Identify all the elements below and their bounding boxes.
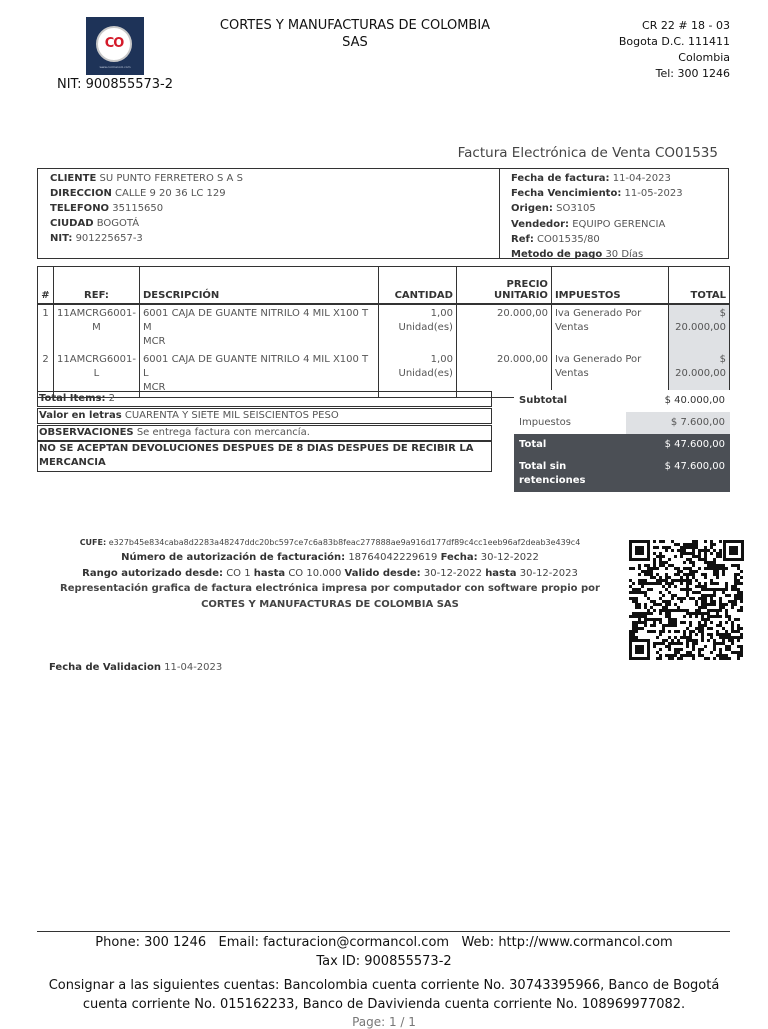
devoluciones-notice: NO SE ACEPTAN DEVOLUCIONES DESPUES DE 8 DIAS DESPUES DE RECIBIR LA MERCANCIA bbox=[37, 441, 492, 472]
total-items-label: Total Items: bbox=[39, 393, 106, 404]
address-line2: Bogota D.C. 111411 bbox=[618, 35, 730, 48]
items-table bbox=[37, 266, 730, 398]
row-impuestos: Iva Generado Por Ventas bbox=[551, 304, 668, 351]
col-num: # bbox=[38, 267, 54, 305]
fecha-validacion bbox=[49, 662, 222, 673]
row-precio: 20.000,00 bbox=[456, 351, 551, 398]
address-line3: Colombia bbox=[678, 51, 730, 64]
valor-letras-value: CUARENTA Y SIETE MIL SEISCIENTOS PESO bbox=[124, 410, 339, 421]
fecha-label: Fecha de factura: bbox=[511, 173, 610, 184]
client-info-box bbox=[37, 168, 729, 259]
col-impuestos: IMPUESTOS bbox=[551, 267, 668, 305]
ciudad-value: BOGOTÁ bbox=[96, 218, 140, 229]
direccion-label: DIRECCION bbox=[50, 188, 112, 199]
observaciones-label: OBSERVACIONES bbox=[39, 427, 134, 438]
table-row bbox=[38, 304, 730, 351]
rango-line: Rango autorizado desde: CO 1 hasta CO 10.000 Valido desde: 30-12-2022 hasta 30-12-2023 bbox=[82, 567, 578, 579]
company-name bbox=[200, 17, 510, 51]
company-name-line1: CORTES Y MANUFACTURAS DE COLOMBIA bbox=[219, 18, 491, 33]
impuestos-label: Impuestos bbox=[519, 417, 571, 428]
total-sin-retenciones-label: Total sin retenciones bbox=[514, 456, 626, 492]
row-desc: 6001 CAJA DE GUANTE NITRILO 4 MIL X100 T M MCR bbox=[139, 304, 378, 351]
invoice-details bbox=[499, 169, 730, 261]
row-impuestos: Iva Generado Por Ventas bbox=[551, 351, 668, 398]
footer-contact-line: Phone: 300 1246 Email: facturacion@cormancol.com Web: http://www.cormancol.com bbox=[95, 935, 673, 950]
col-ref: REF: bbox=[54, 267, 140, 305]
row-total: $ 20.000,00 bbox=[668, 351, 729, 398]
total-items-value: 2 bbox=[108, 393, 116, 404]
telefono-value: 35115650 bbox=[112, 203, 164, 214]
vencimiento-value: 11-05-2023 bbox=[624, 188, 683, 200]
footer-bank-accounts: Consignar a las siguientes cuentas: Bancolombia cuenta corriente No. 30743395966, Banco de Bogotá cuenta corriente No. 015162233, Banco de Davivienda cuenta corriente No. 108969977082. bbox=[48, 978, 720, 1012]
row-ref: 11AMCRG6001- M bbox=[54, 304, 140, 351]
page-number: Page: 1 / 1 bbox=[352, 1015, 416, 1029]
observaciones-box bbox=[37, 425, 492, 441]
total-row bbox=[514, 434, 730, 456]
client-nit-label: NIT: bbox=[50, 233, 73, 244]
representacion-line2: CORTES Y MANUFACTURAS DE COLOMBIA SAS bbox=[201, 598, 459, 610]
logo-url: www.cormancol.com bbox=[99, 65, 131, 69]
cufe-value: e327b45e834caba8d2283a48247ddc20bc597ce7c6a83b8feac277888ae9a916d177df89c4cc1eeb96af2deab3e439c4 bbox=[108, 538, 581, 547]
row-num: 1 bbox=[38, 304, 54, 351]
observaciones-value: Se entrega factura con mercancía. bbox=[136, 427, 310, 438]
cliente-label: CLIENTE bbox=[50, 173, 97, 184]
total-sin-retenciones-value: $ 47.600,00 bbox=[626, 456, 730, 492]
logo-text: CO bbox=[104, 36, 124, 51]
pago-value: 30 Días bbox=[605, 249, 644, 261]
vendedor-value: EQUIPO GERENCIA bbox=[572, 218, 666, 230]
col-cant: CANTIDAD bbox=[378, 267, 456, 305]
company-address bbox=[619, 18, 730, 82]
col-precio: PRECIO UNITARIO bbox=[456, 267, 551, 305]
row-num: 2 bbox=[38, 351, 54, 398]
document-title: Factura Electrónica de Venta CO01535 bbox=[457, 145, 718, 161]
subtotal-value: $ 40.000,00 bbox=[626, 390, 730, 412]
total-value: $ 47.600,00 bbox=[626, 434, 730, 456]
fiscal-info bbox=[60, 538, 600, 612]
pago-label: Metodo de pago bbox=[511, 249, 603, 261]
ref-value: CO01535/80 bbox=[537, 233, 600, 245]
origen-value: SO3105 bbox=[556, 203, 596, 215]
company-nit: NIT: 900855573-2 bbox=[57, 77, 173, 92]
impuestos-row bbox=[514, 412, 730, 434]
footer-contact bbox=[0, 933, 768, 971]
row-ref: 11AMCRG6001- L bbox=[54, 351, 140, 398]
total-label: Total bbox=[514, 434, 626, 456]
ref-label: Ref: bbox=[511, 233, 534, 245]
fecha-value: 11-04-2023 bbox=[612, 173, 671, 184]
representacion-line1: Representación grafica de factura electrónica impresa por computador con software propio por bbox=[60, 583, 600, 594]
row-cant: 1,00 Unidad(es) bbox=[378, 351, 456, 398]
logo-circle bbox=[96, 26, 132, 62]
client-details bbox=[50, 171, 243, 246]
client-nit-value: 901225657-3 bbox=[75, 233, 143, 244]
company-logo bbox=[86, 17, 144, 75]
row-cant: 1,00 Unidad(es) bbox=[378, 304, 456, 351]
items-header-row bbox=[38, 267, 730, 305]
vencimiento-label: Fecha Vencimiento: bbox=[511, 188, 622, 200]
row-precio: 20.000,00 bbox=[456, 304, 551, 351]
telefono-label: TELEFONO bbox=[50, 203, 110, 214]
col-total: TOTAL bbox=[668, 267, 729, 305]
row-desc: 6001 CAJA DE GUANTE NITRILO 4 MIL X100 T L MCR bbox=[139, 351, 378, 398]
valor-letras-box bbox=[37, 408, 492, 424]
fecha-validacion-value: 11-04-2023 bbox=[164, 662, 223, 673]
total-items-box bbox=[37, 391, 492, 407]
ciudad-label: CIUDAD bbox=[50, 218, 94, 229]
col-desc: DESCRIPCIÓN bbox=[139, 267, 378, 305]
address-line4: Tel: 300 1246 bbox=[655, 67, 730, 80]
footer-tax-id: Tax ID: 900855573-2 bbox=[316, 954, 452, 969]
company-name-line2: SAS bbox=[342, 35, 368, 50]
qr-code bbox=[629, 540, 744, 660]
cliente-value: SU PUNTO FERRETERO S A S bbox=[99, 173, 243, 184]
origen-label: Origen: bbox=[511, 203, 553, 215]
cufe-line: CUFE: e327b45e834caba8d2283a48247ddc20bc597ce7c6a83b8feac277888ae9a916d177df89c4cc1eeb96af2deab3e439c4 bbox=[79, 538, 581, 547]
subtotal-row bbox=[514, 390, 730, 412]
vendedor-label: Vendedor: bbox=[511, 218, 569, 230]
direccion-value: CALLE 9 20 36 LC 129 bbox=[115, 188, 226, 199]
total-sin-retenciones-row bbox=[514, 456, 730, 492]
row-total: $ 20.000,00 bbox=[668, 304, 729, 351]
footer-divider bbox=[37, 931, 730, 932]
valor-letras-label: Valor en letras bbox=[39, 410, 122, 421]
subtotal-label: Subtotal bbox=[514, 390, 626, 412]
address-line1: CR 22 # 18 - 03 bbox=[642, 19, 730, 32]
impuestos-value: $ 7.600,00 bbox=[626, 412, 730, 434]
autorizacion-line: Número de autorización de facturación: 18764042229619 Fecha: 30-12-2022 bbox=[121, 552, 539, 563]
fecha-validacion-label: Fecha de Validacion bbox=[49, 662, 161, 673]
totals-table bbox=[514, 390, 730, 492]
